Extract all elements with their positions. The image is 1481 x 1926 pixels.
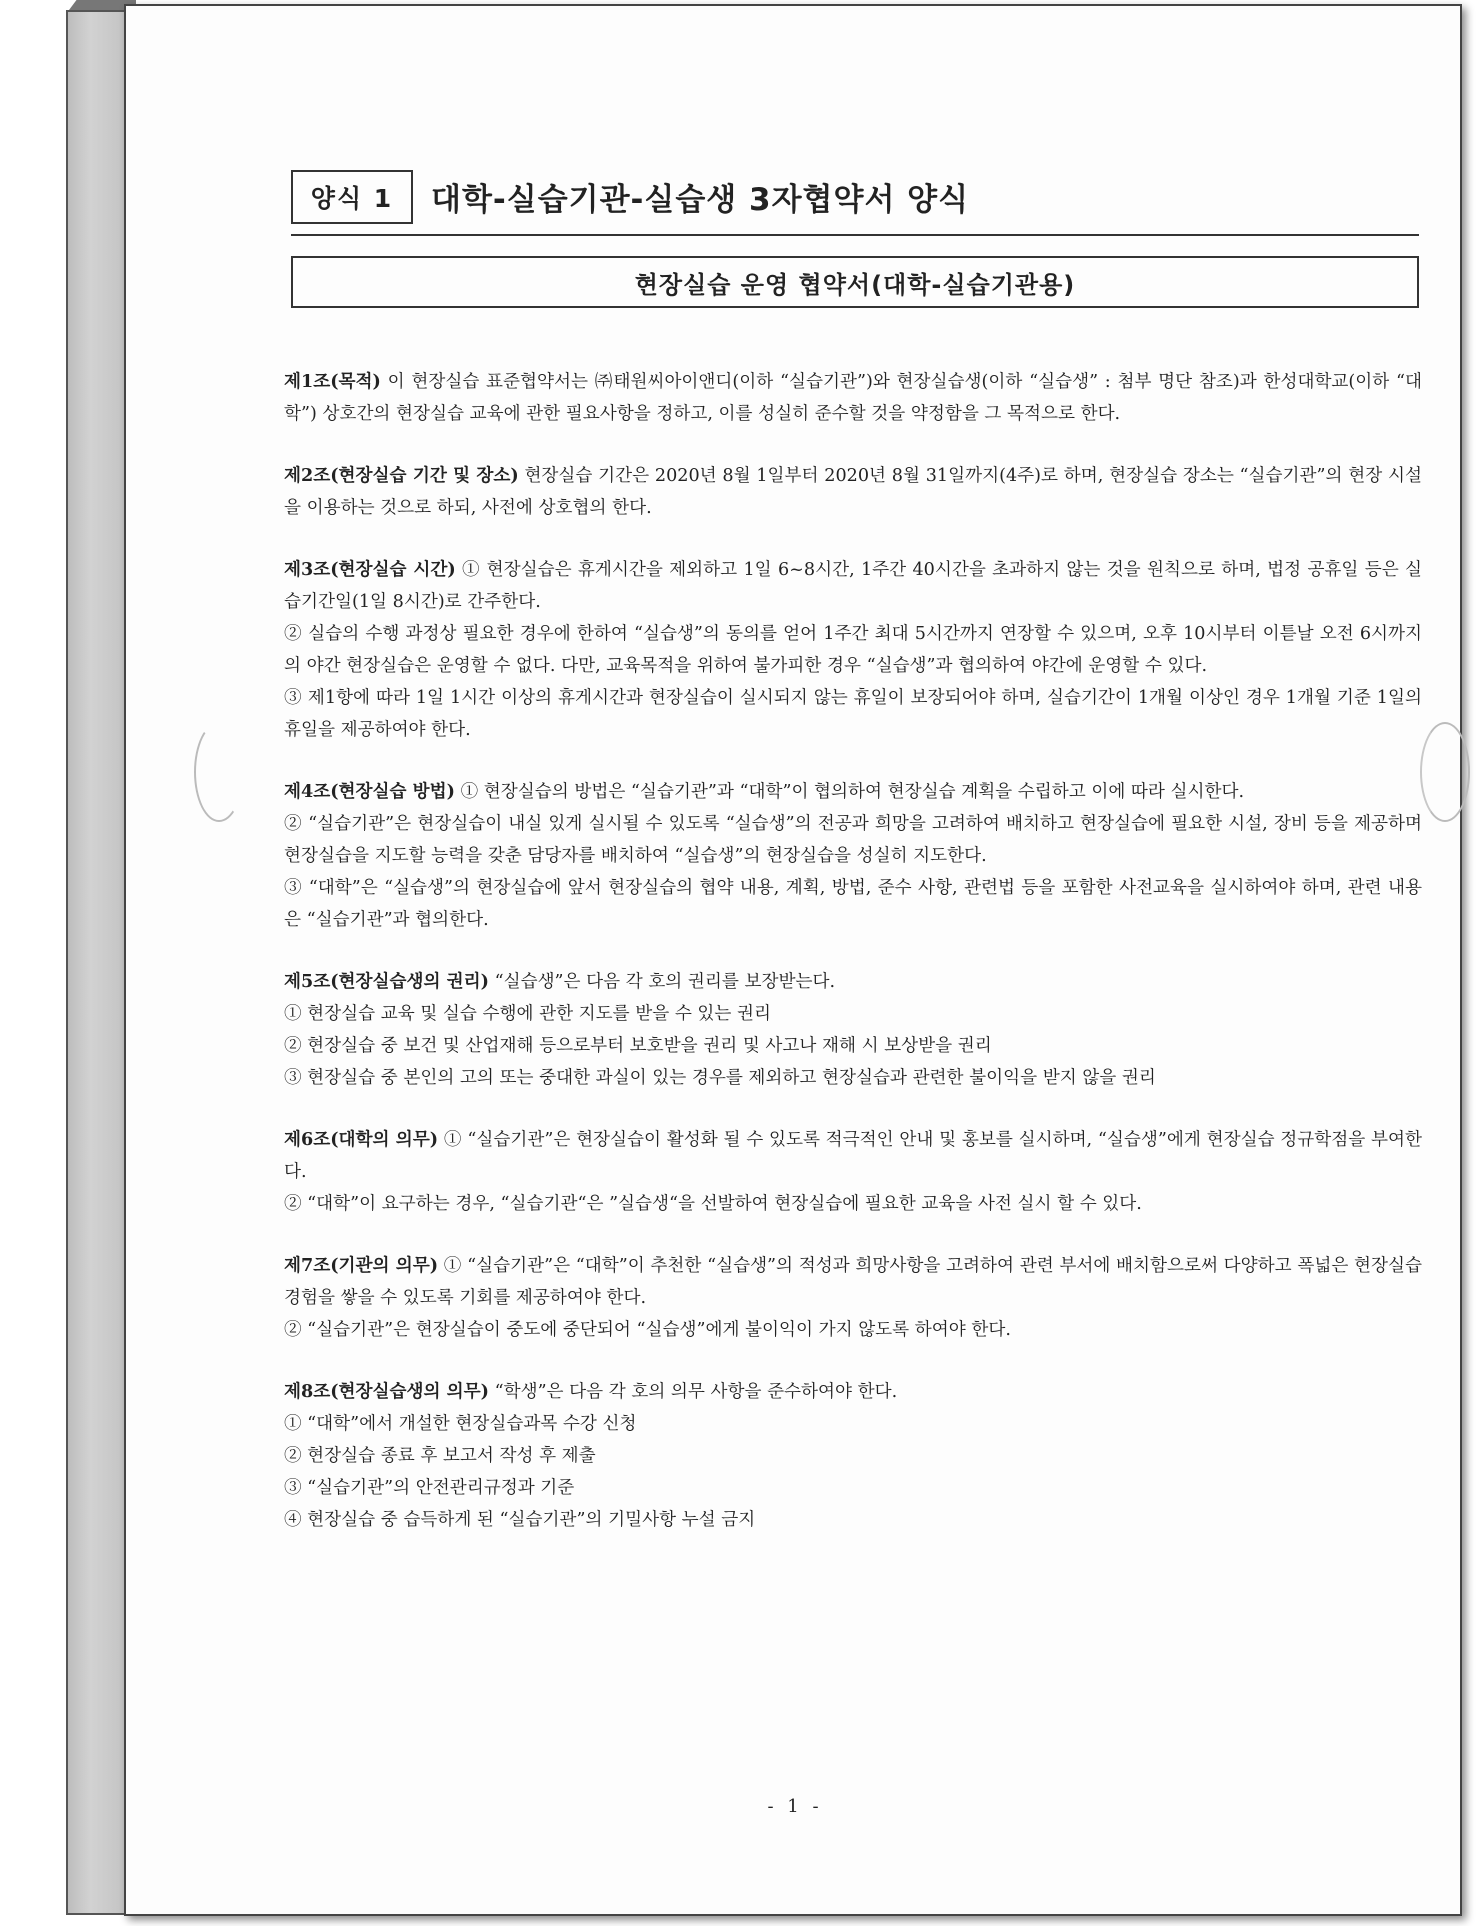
articles-body [284, 366, 1422, 1566]
article-paragraph [284, 1250, 1422, 1314]
article-title: 제7조(기관의 의무) [284, 1255, 439, 1276]
article-paragraph [284, 1314, 1422, 1346]
article-paragraph [284, 776, 1422, 808]
article-text: ② “실습기관”은 현장실습이 내실 있게 실시될 수 있도록 “실습생”의 전공과 희망을 고려하여 배치하고 현장실습에 필요한 시설, 장비 등을 제공하며 현장실습을 지도할 능력을 갖춘 담당자를 배치하여 “실습생”의 현장실습을 성실히 지도한다. [284, 814, 1422, 866]
article-text: ④ 현장실습 중 습득하게 된 “실습기관”의 기밀사항 누설 금지 [284, 1510, 756, 1530]
article-paragraph [284, 460, 1422, 524]
article-paragraph [284, 618, 1422, 682]
document-subtitle: 현장실습 운영 협약서(대학-실습기관용) [291, 256, 1419, 308]
article-text: ② 실습의 수행 과정상 필요한 경우에 한하여 “실습생”의 동의를 얻어 1주간 최대 5시간까지 연장할 수 있으며, 오후 10시부터 이튿날 오전 6시까지의 야간 현장실습은 운영할 수 없다. 다만, 교육목적을 위하여 불가피한 경우 “실습생”과 협의하여 야간에 운영할 수 있다. [284, 624, 1422, 676]
article-paragraph [284, 808, 1422, 872]
article-1 [284, 366, 1422, 430]
article-text: ② 현장실습 종료 후 보고서 작성 후 제출 [284, 1446, 596, 1466]
article-paragraph [284, 1440, 1422, 1472]
article-text: ① “대학”에서 개설한 현장실습과목 수강 신청 [284, 1414, 637, 1434]
article-paragraph [284, 366, 1422, 430]
article-paragraph [284, 682, 1422, 746]
article-text: ③ 제1항에 따라 1일 1시간 이상의 휴게시간과 현장실습이 실시되지 않는 휴일이 보장되어야 하며, 실습기간이 1개월 이상인 경우 1개월 기준 1일의 휴일을 제공하여야 한다. [284, 688, 1422, 740]
article-text: ③ “대학”은 “실습생”의 현장실습에 앞서 현장실습의 협약 내용, 계획, 방법, 준수 사항, 관련법 등을 포함한 사전교육을 실시하여야 하며, 관련 내용은 “실습기관”과 협의한다. [284, 878, 1422, 930]
article-text: ① 현장실습 교육 및 실습 수행에 관한 지도를 받을 수 있는 권리 [284, 1004, 772, 1024]
article-8 [284, 1376, 1422, 1536]
article-3 [284, 554, 1422, 746]
article-5 [284, 966, 1422, 1094]
article-text: ③ “실습기관”의 안전관리규정과 기준 [284, 1478, 575, 1498]
article-paragraph [284, 1472, 1422, 1504]
article-paragraph [284, 966, 1422, 998]
article-paragraph [284, 1188, 1422, 1220]
punch-hole-left [194, 722, 244, 822]
article-text: ① “실습기관”은 현장실습이 활성화 될 수 있도록 적극적인 안내 및 홍보를 실시하며, “실습생”에게 현장실습 정규학점을 부여한다. [284, 1130, 1423, 1182]
article-text: ② 현장실습 중 보건 및 산업재해 등으로부터 보호받을 권리 및 사고나 재해 시 보상받을 권리 [284, 1036, 992, 1056]
article-text: ② “실습기관”은 현장실습이 중도에 중단되어 “실습생”에게 불이익이 가지 않도록 하여야 한다. [284, 1320, 1011, 1340]
article-title: 제6조(대학의 의무) [284, 1129, 439, 1150]
form-title: 대학-실습기관-실습생 3자협약서 양식 [431, 182, 970, 218]
document-page [124, 4, 1462, 1916]
binder-spine [66, 10, 124, 1915]
article-title: 제2조(현장실습 기간 및 장소) [284, 465, 519, 486]
article-2 [284, 460, 1422, 524]
article-paragraph [284, 1062, 1422, 1094]
article-text: “실습생”은 다음 각 호의 권리를 보장받는다. [494, 972, 836, 992]
article-paragraph [284, 1376, 1422, 1408]
article-paragraph [284, 872, 1422, 936]
article-text: 현장실습 기간은 2020년 8월 1일부터 2020년 8월 31일까지(4주)로 하며, 현장실습 장소는 “실습기관”의 현장 시설을 이용하는 것으로 하되, 사전에 상호협의 한다. [284, 466, 1422, 518]
article-paragraph [284, 1408, 1422, 1440]
article-paragraph [284, 1030, 1422, 1062]
article-text: ① 현장실습의 방법은 “실습기관”과 “대학”이 협의하여 현장실습 계획을 수립하고 이에 따라 실시한다. [460, 782, 1245, 802]
article-title: 제8조(현장실습생의 의무) [284, 1381, 489, 1402]
article-paragraph [284, 1124, 1422, 1188]
article-paragraph [284, 998, 1422, 1030]
article-title: 제1조(목적) [284, 371, 381, 392]
article-text: ① “실습기관”은 “대학”이 추천한 “실습생”의 적성과 희망사항을 고려하여 관련 부서에 배치함으로써 다양하고 폭넓은 현장실습 경험을 쌓을 수 있도록 기회를 제공하여야 한다. [284, 1256, 1422, 1308]
article-text: “학생”은 다음 각 호의 의무 사항을 준수하여야 한다. [494, 1382, 898, 1402]
article-6 [284, 1124, 1422, 1220]
article-paragraph [284, 554, 1422, 618]
article-title: 제3조(현장실습 시간) [284, 559, 456, 580]
article-title: 제4조(현장실습 방법) [284, 781, 455, 802]
article-title: 제5조(현장실습생의 권리) [284, 971, 489, 992]
article-text: ② “대학”이 요구하는 경우, “실습기관“은 ”실습생“을 선발하여 현장실습에 필요한 교육을 사전 실시 할 수 있다. [284, 1194, 1142, 1214]
form-tag: 양식 1 [291, 170, 413, 224]
article-text: 이 현장실습 표준협약서는 ㈜태원씨아이앤디(이하 “실습기관”)와 현장실습생(이하 “실습생” : 첨부 명단 참조)과 한성대학교(이하 “대학”) 상호간의 현장실습 교육에 관한 필요사항을 정하고, 이를 성실히 준수할 것을 약정함을 그 목적으로 한다. [284, 372, 1422, 424]
punch-hole-right [1420, 722, 1470, 822]
page-number: - 1 - [767, 1796, 823, 1817]
article-7 [284, 1250, 1422, 1346]
article-text: ① 현장실습은 휴게시간을 제외하고 1일 6~8시간, 1주간 40시간을 초과하지 않는 것을 원칙으로 하며, 법정 공휴일 등은 실습기간일(1일 8시간)로 간주한다. [284, 560, 1423, 612]
article-text: ③ 현장실습 중 본인의 고의 또는 중대한 과실이 있는 경우를 제외하고 현장실습과 관련한 불이익을 받지 않을 권리 [284, 1068, 1156, 1088]
article-paragraph [284, 1504, 1422, 1536]
form-heading [291, 164, 1419, 236]
article-4 [284, 776, 1422, 936]
